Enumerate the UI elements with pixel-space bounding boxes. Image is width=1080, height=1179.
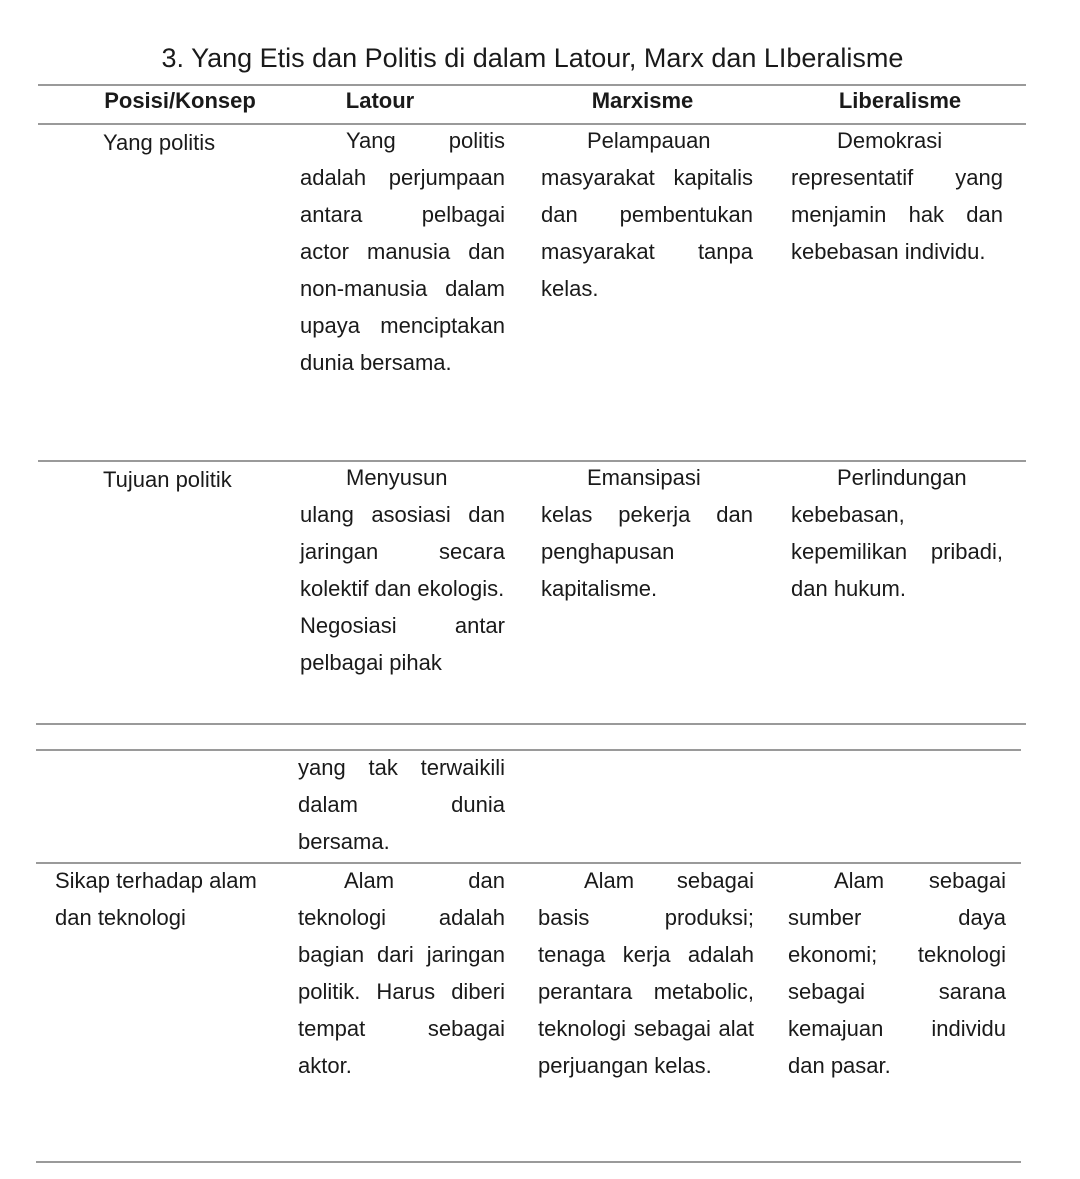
- row-divider: [36, 723, 1026, 725]
- table-cell-liberalisme: Perlindungan kebebasan, kepemilikan pribadi, dan hukum.: [791, 465, 1003, 601]
- table-cell-marxisme: Pelampauan masyarakat kapitalis dan pembentukan masyarakat tanpa kelas.: [541, 128, 753, 301]
- table-cell-latour: Alam dan teknologi adalah bagian dari jaringan politik. Harus diberi tempat sebagai aktor.: [298, 868, 505, 1078]
- column-header-posisi: Posisi/Konsep: [104, 88, 256, 113]
- row-label: Sikap terhadap alam dan teknologi: [55, 868, 257, 930]
- table-cell-latour-continued: yang tak terwaikili dalam dunia bersama.: [298, 755, 505, 854]
- table-cell-marxisme: Alam sebagai basis produksi; tenaga kerja adalah perantara metabolic, teknologi sebagai alat perjuangan kelas.: [538, 868, 754, 1078]
- table-cell-latour: Yang politis adalah perjumpaan antara pelbagai actor manusia dan non-manusia dalam upaya menciptakan dunia bersama.: [300, 128, 505, 375]
- table-cell-latour: Menyusun ulang asosiasi dan jaringan secara kolektif dan ekologis. Negosiasi antar pelbagai pihak: [300, 465, 505, 675]
- table-bottom-rule: [36, 1161, 1021, 1163]
- table-cell-marxisme: Emansipasi kelas pekerja dan penghapusan kapitalisme.: [541, 465, 753, 601]
- column-header-latour: Latour: [345, 88, 415, 113]
- row-label: Yang politis: [103, 130, 216, 155]
- table-cell-liberalisme: Demokrasi representatif yang menjamin hak dan kebebasan individu.: [791, 128, 1003, 264]
- document-title: 3. Yang Etis dan Politis di dalam Latour, Marx dan LIberalisme: [161, 43, 904, 73]
- column-header-marxisme: Marxisme: [591, 88, 694, 113]
- column-header-liberalisme: Liberalisme: [838, 88, 962, 113]
- row-label: Tujuan politik: [103, 467, 232, 492]
- table-cell-liberalisme: Alam sebagai sumber daya ekonomi; teknologi sebagai sarana kemajuan individu dan pasar.: [788, 868, 1006, 1078]
- row-divider: [36, 749, 1021, 751]
